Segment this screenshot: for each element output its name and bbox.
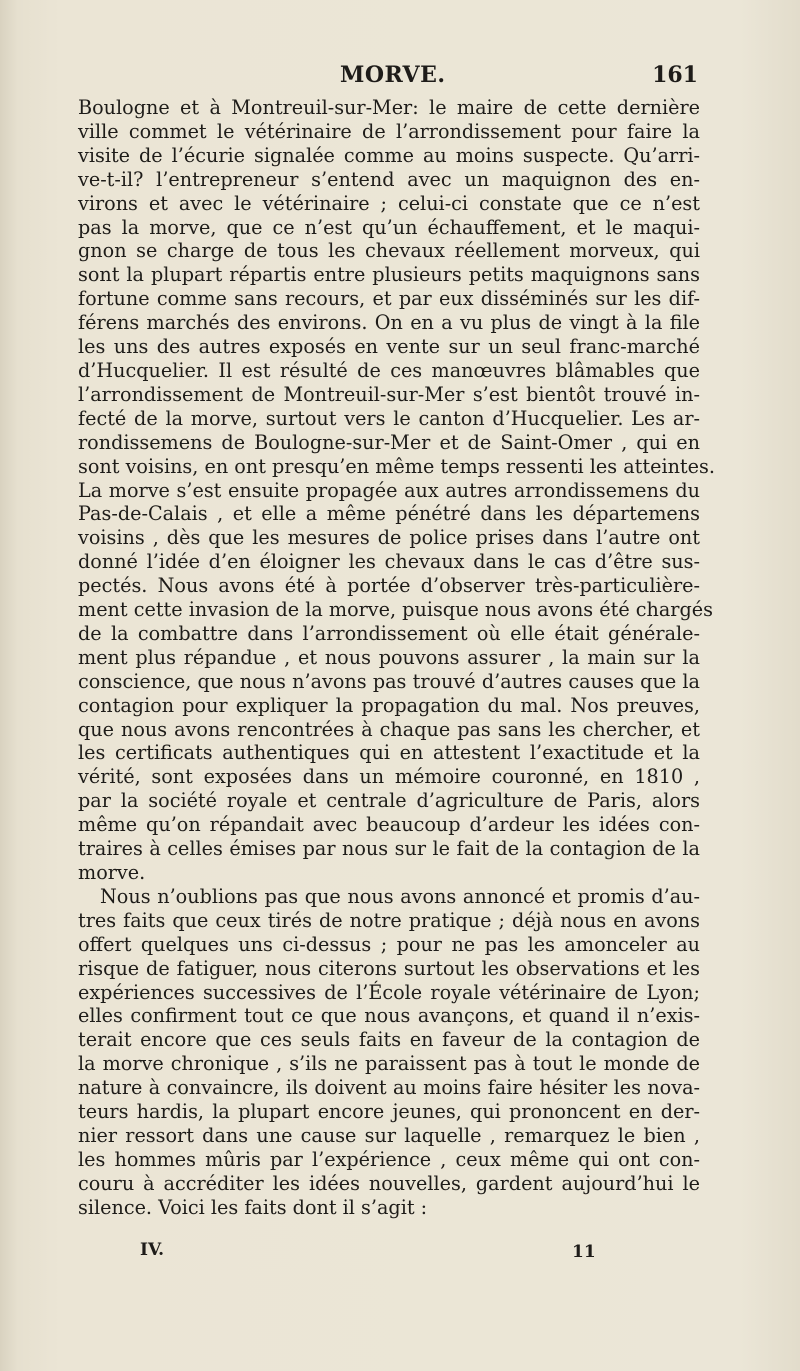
text-line: ment plus répandue , et nous pouvons assurer , la main sur la (78, 645, 700, 669)
text-line: Pas-de-Calais , et elle a même pénétré dans les départemens (78, 502, 700, 526)
text-line: elles confirment tout ce que nous avançons, et quand il n’exis- (78, 1004, 700, 1028)
text-line: ment cette invasion de la morve, puisque nous avons été chargés (78, 598, 713, 622)
page-number: 161 (652, 62, 698, 88)
text-line: pectés. Nous avons été à portée d’observer très-particulière- (78, 574, 700, 598)
page-footer (78, 1240, 698, 1266)
paragraph (78, 96, 715, 885)
text-line: la morve chronique , s’ils ne paraissent pas à tout le monde de (78, 1052, 700, 1076)
text-line: visite de l’écurie signalée comme au moins suspecte. Qu’arri- (78, 143, 700, 167)
text-line: d’Hucquelier. Il est résulté de ces manœuvres blâmables que (78, 358, 700, 382)
paragraph (78, 885, 700, 1220)
text-line: traires à celles émises par nous sur le fait de la contagion de la (78, 837, 700, 861)
text-line: sont voisins, en ont presqu’en même temps ressenti les atteintes. (78, 454, 715, 478)
text-line: férens marchés des environs. On en a vu plus de vingt à la file (78, 311, 700, 335)
text-line: terait encore que ces seuls faits en faveur de la contagion de (78, 1028, 700, 1052)
text-line: nier ressort dans une cause sur laquelle , remarquez le bien , (78, 1123, 700, 1147)
text-line: expériences successives de l’École royale vétérinaire de Lyon; (78, 980, 700, 1004)
text-line: silence. Voici les faits dont il s’agit : (78, 1195, 428, 1219)
text-line: rondissemens de Boulogne-sur-Mer et de Saint-Omer , qui en (78, 430, 700, 454)
text-line: morve. (78, 861, 146, 884)
text-line: teurs hardis, la plupart encore jeunes, qui prononcent en der- (78, 1100, 700, 1124)
text-line: vérité, sont exposées dans un mémoire couronné, en 1810 , (78, 765, 700, 789)
text-line: Nous n’oublions pas que nous avons annoncé et promis d’au- (100, 884, 700, 908)
running-title: MORVE. (340, 62, 446, 88)
text-line: de la combattre dans l’arrondissement où elle était générale- (78, 621, 700, 645)
text-line: contagion pour expliquer la propagation du mal. Nos preuves, (78, 693, 700, 717)
text-line: offert quelques uns ci-dessus ; pour ne pas les amonceler au (78, 932, 700, 956)
text-line: pas la morve, que ce n’est qu’un échauffement, et le maqui- (78, 215, 700, 239)
text-line: les certificats authentiques qui en attestent l’exactitude et la (78, 741, 700, 765)
text-line: tres faits que ceux tirés de notre pratique ; déjà nous en avons (78, 908, 700, 932)
text-line: conscience, que nous n’avons pas trouvé d’autres causes que la (78, 669, 700, 693)
text-line: ve-t-il? l’entrepreneur s’entend avec un maquignon des en- (78, 167, 700, 191)
text-line: La morve s’est ensuite propagée aux autres arrondissemens du (78, 478, 700, 502)
signature-mark: IV. (140, 1240, 165, 1260)
text-line: les uns des autres exposés en vente sur un seul franc-marché (78, 335, 700, 359)
text-line: nature à convaincre, ils doivent au moins faire hésiter les nova- (78, 1076, 700, 1100)
text-line: l’arrondissement de Montreuil-sur-Mer s’est bientôt trouvé in- (78, 382, 700, 406)
text-line: fortune comme sans recours, et par eux disséminés sur les dif- (78, 287, 700, 311)
text-line: risque de fatiguer, nous citerons surtout les observations et les (78, 956, 700, 980)
text-line: fecté de la morve, surtout vers le canton d’Hucquelier. Les ar- (78, 406, 700, 430)
text-line: même qu’on répandait avec beaucoup d’ardeur les idées con- (78, 813, 700, 837)
text-line: donné l’idée d’en éloigner les chevaux dans le cas d’être sus- (78, 550, 700, 574)
text-line: que nous avons rencontrées à chaque pas sans les chercher, et (78, 717, 700, 741)
text-line: voisins , dès que les mesures de police prises dans l’autre ont (78, 526, 700, 550)
text-line: couru à accréditer les idées nouvelles, gardent aujourd’hui le (78, 1171, 700, 1195)
text-line: les hommes mûris par l’expérience , ceux même qui ont con- (78, 1147, 700, 1171)
text-line: sont la plupart répartis entre plusieurs petits maquignons sans (78, 263, 700, 287)
body-text (78, 96, 715, 1220)
running-header (78, 62, 698, 92)
text-line: par la société royale et centrale d’agriculture de Paris, alors (78, 789, 700, 813)
text-line: ville commet le vétérinaire de l’arrondissement pour faire la (78, 119, 700, 143)
text-line: Boulogne et à Montreuil-sur-Mer: le maire de cette dernière (78, 96, 700, 119)
folio-number: 11 (572, 1242, 596, 1262)
text-line: virons et avec le vétérinaire ; celui-ci constate que ce n’est (78, 191, 700, 215)
text-line: gnon se charge de tous les chevaux réellement morveux, qui (78, 239, 700, 263)
